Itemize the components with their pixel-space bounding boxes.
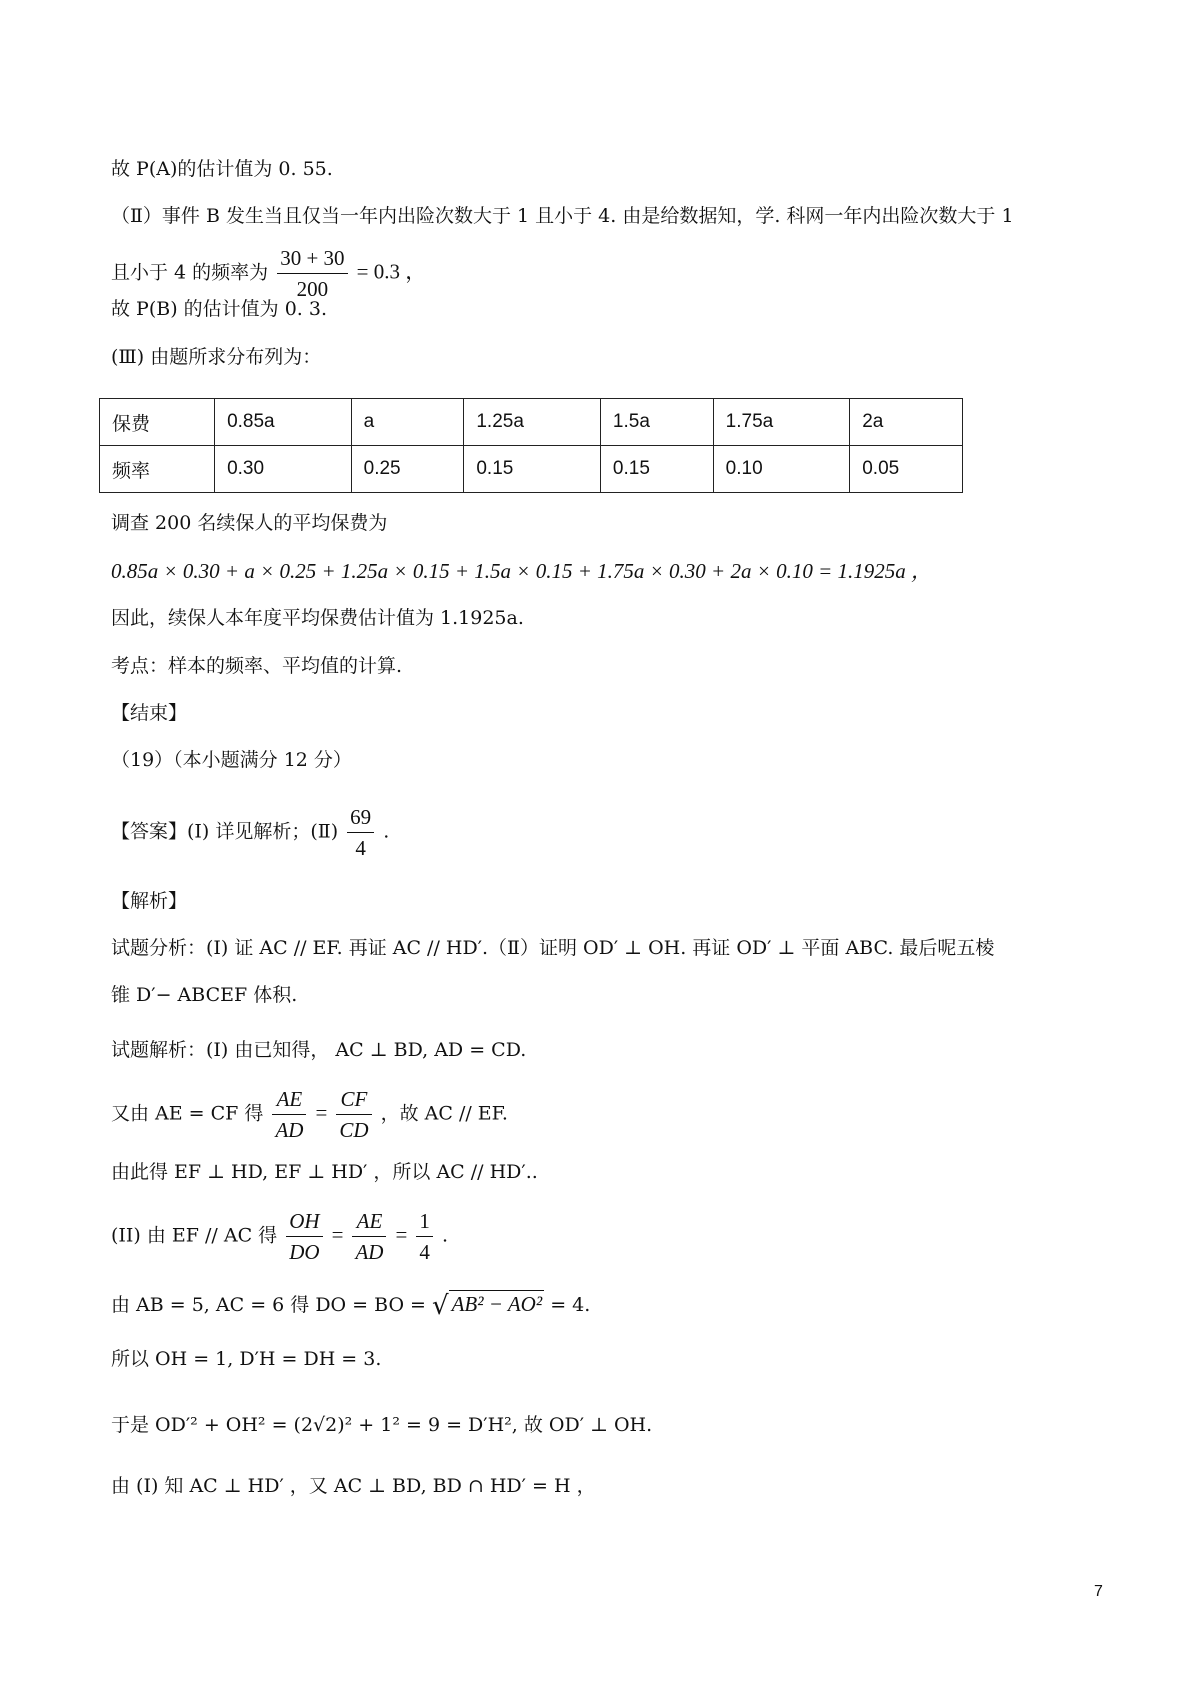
fraction-denominator: 200 <box>296 277 329 301</box>
fraction-denominator: CD <box>339 1118 369 1142</box>
table-cell: 1.75a <box>713 399 850 446</box>
distribution-table <box>99 398 963 493</box>
fraction <box>272 1084 306 1145</box>
text-segment: 【答案】(Ⅰ) 详见解析；(Ⅱ) <box>111 820 339 843</box>
text-line: （Ⅱ）事件 B 发生当且仅当一年内出险次数大于 1 且小于 4. 由是给数据知，学. 科网一年内出险次数大于 1 <box>111 205 1014 227</box>
fraction-denominator: AD <box>355 1240 384 1264</box>
table-row <box>100 399 963 446</box>
table-cell: 1.5a <box>600 399 713 446</box>
text-line: 于是 OD′² + OH² = (2√2)² + 1² = 9 = D′H², 故 OD′ ⊥ OH. <box>111 1414 653 1436</box>
text-line: 由 (I) 知 AC ⊥ HD′ ，又 AC ⊥ BD, BD ∩ HD′ = H ， <box>111 1475 596 1497</box>
text-line: 考点：样本的频率、平均值的计算. <box>111 655 403 677</box>
table-row-label: 保费 <box>100 399 215 446</box>
fraction-numerator: CF <box>336 1084 371 1115</box>
fraction <box>286 1206 322 1267</box>
table-cell: 0.30 <box>215 446 352 493</box>
fraction <box>416 1206 433 1267</box>
table-row <box>100 446 963 493</box>
table-cell: a <box>351 399 464 446</box>
table-cell: 0.10 <box>713 446 850 493</box>
table-cell: 0.15 <box>464 446 601 493</box>
formula-line <box>111 1290 590 1319</box>
page-number: 7 <box>1094 1583 1103 1600</box>
fraction-numerator: AE <box>352 1206 386 1237</box>
text-line: 因此，续保人本年度平均保费估计值为 1.1925a. <box>111 607 524 629</box>
fraction-numerator: 69 <box>347 802 374 833</box>
formula-line: 0.85a × 0.30 + a × 0.25 + 1.25a × 0.15 + 1.5a × 0.15 + 1.75a × 0.30 + 2a × 0.10 = 1.1925a ， <box>111 559 933 583</box>
table-row-label: 频率 <box>100 446 215 493</box>
table-cell: 2a <box>850 399 963 446</box>
fraction-numerator: AE <box>272 1084 306 1115</box>
fraction-denominator: DO <box>289 1240 320 1264</box>
fraction-denominator: AD <box>275 1118 304 1142</box>
equals-sign: = <box>315 1100 328 1125</box>
fraction <box>277 243 347 304</box>
fraction-numerator: 1 <box>416 1206 433 1237</box>
text-line: 调查 200 名续保人的平均保费为 <box>111 512 388 534</box>
text-segment: . <box>441 1224 449 1247</box>
question-heading: （19）（本小题满分 12 分） <box>111 749 352 771</box>
frequency-line <box>111 243 426 304</box>
text-line: 由此得 EF ⊥ HD, EF ⊥ HD′ ，所以 AC // HD′.. <box>111 1161 538 1183</box>
equals-sign: = <box>331 1222 344 1247</box>
table-cell: 0.85a <box>215 399 352 446</box>
radicand: AB² − AO² <box>449 1290 545 1315</box>
text-line: 试题解析：(I) 由已知得， AC ⊥ BD, AD = CD. <box>111 1039 527 1061</box>
fraction-denominator: 4 <box>355 836 366 860</box>
fraction-numerator: OH <box>286 1206 322 1237</box>
text-line: 试题分析：(Ⅰ) 证 AC // EF. 再证 AC // HD′.（Ⅱ）证明 OD′ ⊥ OH. 再证 OD′ ⊥ 平面 ABC. 最后呢五棱 <box>111 937 995 959</box>
fraction-numerator: 30 + 30 <box>277 243 347 274</box>
table-cell: 0.05 <box>850 446 963 493</box>
fraction-denominator: 4 <box>419 1240 430 1264</box>
text-segment: 又由 AE = CF 得 <box>111 1102 264 1125</box>
section-marker: 【解析】 <box>111 890 188 912</box>
text-segment: (II) 由 EF // AC 得 <box>111 1224 278 1247</box>
radical-sign: √ <box>432 1291 449 1321</box>
text-line: 锥 D′− ABCEF 体积. <box>111 984 298 1006</box>
table-cell: 0.15 <box>600 446 713 493</box>
text-segment: = 0.3 ， <box>356 259 427 284</box>
text-line: 故 P(A)的估计值为 0. 55. <box>111 158 333 180</box>
answer-line <box>111 802 389 863</box>
text-line: (Ⅲ) 由题所求分布列为： <box>111 346 322 368</box>
text-segment: = 4. <box>550 1294 591 1316</box>
fraction <box>336 1084 371 1145</box>
text-segment: 且小于 4 的频率为 <box>111 261 269 284</box>
section-marker: 【结束】 <box>111 702 188 724</box>
text-line: 所以 OH = 1, D′H = DH = 3. <box>111 1348 382 1370</box>
text-line: 故 P(B) 的估计值为 0. 3. <box>111 298 327 320</box>
fraction <box>347 802 374 863</box>
fraction <box>352 1206 386 1267</box>
formula-line <box>111 1206 448 1267</box>
equals-sign: = <box>395 1222 408 1247</box>
text-segment: ，故 AC // EF. <box>380 1102 508 1125</box>
table-cell: 1.25a <box>464 399 601 446</box>
text-segment: 由 AB = 5, AC = 6 得 DO = BO = <box>111 1294 426 1316</box>
formula-line <box>111 1084 508 1145</box>
table-cell: 0.25 <box>351 446 464 493</box>
text-segment: . <box>383 820 390 843</box>
